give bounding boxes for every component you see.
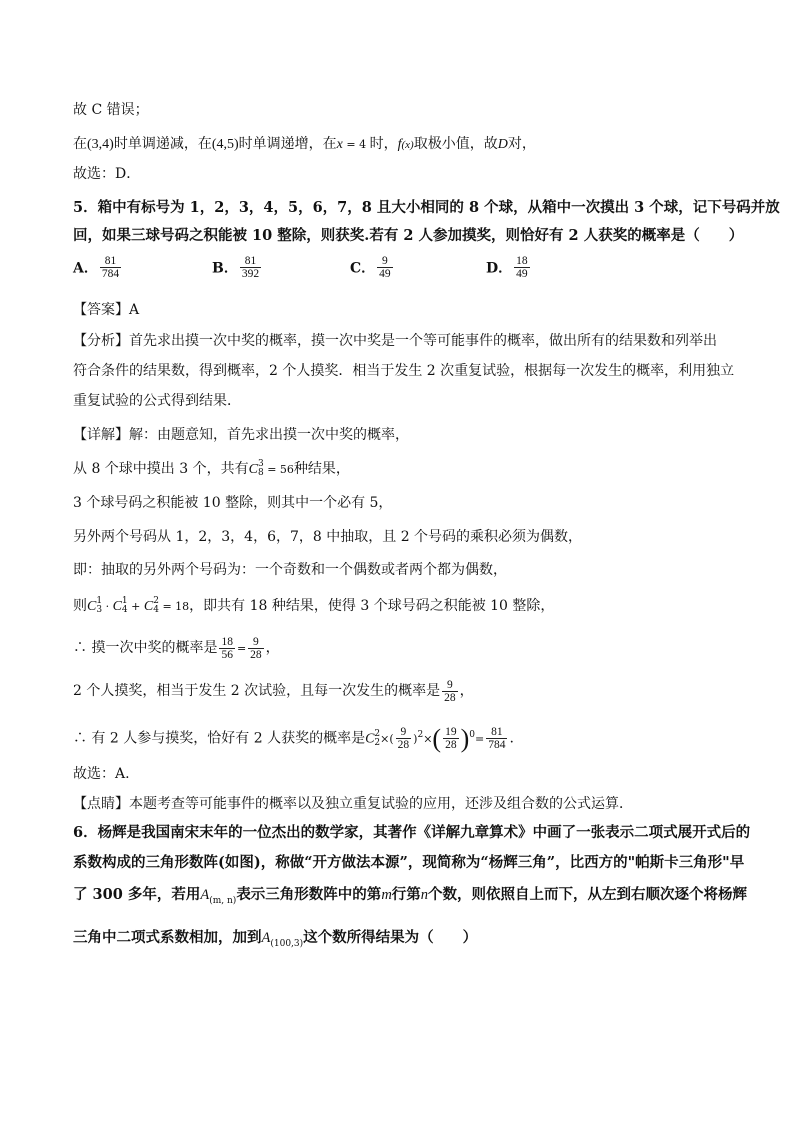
text: 行第 bbox=[391, 886, 421, 903]
text: 6．杨辉是我国南宋末年的一位杰出的数学家，其著作《详解九章算术》中画了一张表示二项式展开式后的 bbox=[73, 824, 751, 841]
fraction: $\frac{81}{784}$ bbox=[488, 726, 506, 752]
math-scripts: 1 3 bbox=[96, 596, 103, 615]
text: 3 个球号码之积能被 10 整除，则其中一个必有 5， bbox=[73, 495, 393, 511]
math-var: D bbox=[497, 137, 508, 152]
analysis bbox=[73, 391, 734, 411]
text: ∴ 摸一次中奖的概率是 bbox=[73, 640, 218, 656]
math-scripts: 3 8 bbox=[257, 459, 264, 478]
fraction: $\frac{9}{28}$ bbox=[397, 726, 410, 752]
text: 回，如果三球号码之积能被 10 整除，则获奖.若有 2 人参加摸奖，则恰好有 2 人获奖的概率是（ ） bbox=[73, 227, 744, 244]
math-op: ×( bbox=[380, 732, 394, 746]
math-subscript: (100,3) bbox=[270, 938, 304, 949]
answer bbox=[73, 300, 734, 320]
question-6-stem bbox=[73, 928, 734, 954]
math-eq: = bbox=[236, 642, 247, 655]
fraction: $\frac{18}{49}$ bbox=[516, 255, 528, 280]
fraction: $\frac{18}{56}$ bbox=[221, 635, 233, 661]
text: . bbox=[509, 730, 514, 747]
text: 另外两个号码从 1，2，3，4，6，7，8 中抽取，且 2 个号码的乘积必须为偶数， bbox=[73, 529, 583, 545]
text: 表示三角形数阵中的第 bbox=[236, 886, 382, 903]
text: 符合条件的结果数，得到概率，2 个人摸奖．相当于发生 2 次重复试验，根据每一次发生的概率，利用独立 bbox=[73, 363, 735, 379]
question-5-stem bbox=[73, 198, 780, 218]
comment bbox=[73, 794, 734, 814]
text: 取极小值，故 bbox=[413, 136, 498, 152]
text: 即：抽取的另外两个号码为：一个奇数和一个偶数或者两个都为偶数， bbox=[73, 562, 507, 578]
fraction: $\frac{81}{784}$ bbox=[101, 255, 120, 280]
text: 故选：A. bbox=[73, 766, 130, 782]
detail bbox=[73, 634, 734, 663]
math-var: f bbox=[397, 137, 402, 152]
option-a bbox=[73, 255, 123, 280]
detail bbox=[73, 527, 734, 547]
text: 对， bbox=[507, 136, 536, 152]
math-scripts: 1 4 bbox=[121, 596, 128, 615]
question-6-stem bbox=[73, 853, 745, 873]
text: 种结果， bbox=[293, 461, 350, 477]
math-var: C bbox=[248, 462, 258, 477]
math-var: C bbox=[112, 599, 122, 614]
detail bbox=[73, 596, 734, 617]
text: 在 bbox=[73, 136, 87, 152]
option-label: D． bbox=[486, 260, 513, 277]
math-var: C bbox=[365, 731, 375, 747]
math-eq: = 4 bbox=[342, 138, 370, 151]
detail bbox=[73, 459, 734, 480]
text: 2 个人摸奖，相当于发生 2 次试验，且每一次发生的概率是 bbox=[73, 683, 441, 699]
question-6-stem bbox=[73, 885, 748, 911]
math-var: C bbox=[87, 599, 97, 614]
text: 三角中二项式系数相加，加到 bbox=[73, 929, 262, 946]
math-var: A bbox=[200, 887, 210, 903]
fraction: $\frac{81}{392}$ bbox=[241, 255, 260, 280]
text: 【点睛】本题考查等可能事件的概率以及独立重复试验的应用，还涉及组合数的公式运算． bbox=[73, 796, 633, 812]
text: ， bbox=[265, 640, 280, 656]
choose bbox=[73, 764, 734, 784]
text: 了 300 多年，若用 bbox=[73, 886, 201, 903]
option-d bbox=[486, 255, 532, 280]
text: 【详解】解：由题意知，首先求出摸一次中奖的概率， bbox=[73, 427, 409, 443]
analysis bbox=[73, 361, 734, 381]
text: 故 C 错误； bbox=[73, 102, 149, 118]
math-eq: = 56 bbox=[263, 463, 294, 476]
text: 故选：D． bbox=[73, 166, 141, 182]
math-var: x bbox=[336, 137, 343, 152]
text: 【答案】A bbox=[73, 302, 140, 318]
fraction: $\frac{19}{28}$ bbox=[445, 726, 457, 752]
text: 5．箱中有标号为 1，2，3，4，5，6，7，8 且大小相同的 8 个球，从箱中一次摸出 3 个球，记下号码并放 bbox=[73, 199, 780, 216]
math-exponent: 0 bbox=[469, 730, 475, 740]
text: 个数，则依照自上而下，从左到右顺次逐个将杨辉 bbox=[428, 886, 748, 903]
detail bbox=[73, 425, 734, 445]
math-eq: = 18 bbox=[158, 600, 190, 613]
math-var: m bbox=[381, 887, 392, 903]
option-label: B． bbox=[212, 260, 238, 277]
text: 这个数所得结果为（ ） bbox=[303, 929, 478, 946]
text-line bbox=[73, 100, 734, 120]
detail bbox=[73, 493, 734, 513]
math-op: + bbox=[127, 600, 144, 613]
math-scripts: 2 2 bbox=[374, 728, 381, 748]
text: ，即共有 18 种结果，使得 3 个球号码之积能被 10 整除， bbox=[189, 598, 555, 614]
math-paren: ( bbox=[432, 723, 442, 753]
text: ∴ 有 2 人参与摸奖，恰好有 2 人获奖的概率是 bbox=[73, 730, 366, 747]
math-subscript: (m, n) bbox=[209, 895, 237, 906]
text: ， bbox=[459, 683, 474, 699]
fraction: $\frac{9}{28}$ bbox=[250, 635, 262, 661]
text: 则 bbox=[73, 598, 87, 614]
math-arg: (x) bbox=[401, 139, 414, 151]
option-b bbox=[212, 255, 263, 280]
fraction: $\frac{9}{28}$ bbox=[444, 678, 456, 704]
text: 系数构成的三角形数阵(如图)，称做“开方做法本源”，现简称为“杨辉三角”，比西方的"帕斯卡三角形"早 bbox=[73, 854, 745, 871]
math-op: · bbox=[102, 600, 113, 613]
option-label: C． bbox=[350, 260, 376, 277]
math-var: A bbox=[261, 930, 271, 946]
math-paren: ) bbox=[413, 732, 418, 746]
text: 【分析】首先求出摸一次中奖的概率，摸一次中奖是一个等可能事件的概率，做出所有的结果数和列举出 bbox=[73, 333, 717, 349]
option-c bbox=[350, 255, 395, 280]
fraction: $\frac{9}{49}$ bbox=[379, 255, 391, 280]
math-var: n bbox=[420, 887, 429, 903]
math-eq: = bbox=[475, 732, 485, 746]
detail bbox=[73, 677, 734, 705]
math-interval: (3,4) bbox=[87, 137, 114, 152]
text: 从 8 个球中摸出 3 个，共有 bbox=[73, 461, 249, 477]
math-exponent: 2 bbox=[417, 730, 424, 740]
detail bbox=[73, 719, 734, 756]
text: 重复试验的公式得到结果． bbox=[73, 393, 241, 409]
math-paren: ) bbox=[460, 723, 470, 753]
text-line bbox=[73, 134, 734, 155]
text-line bbox=[73, 164, 734, 184]
math-scripts: 2 4 bbox=[153, 596, 159, 615]
text: 时， bbox=[369, 136, 398, 152]
analysis bbox=[73, 331, 734, 351]
text: 时单调递增，在 bbox=[238, 136, 337, 152]
detail bbox=[73, 560, 734, 580]
math-interval: (4,5) bbox=[211, 137, 239, 152]
option-label: A． bbox=[73, 260, 98, 277]
question-5-stem bbox=[73, 226, 744, 246]
question-6-stem bbox=[73, 823, 751, 843]
text: 时单调递减，在 bbox=[113, 136, 212, 152]
math-op: × bbox=[423, 732, 433, 746]
math-var: C bbox=[143, 599, 154, 614]
